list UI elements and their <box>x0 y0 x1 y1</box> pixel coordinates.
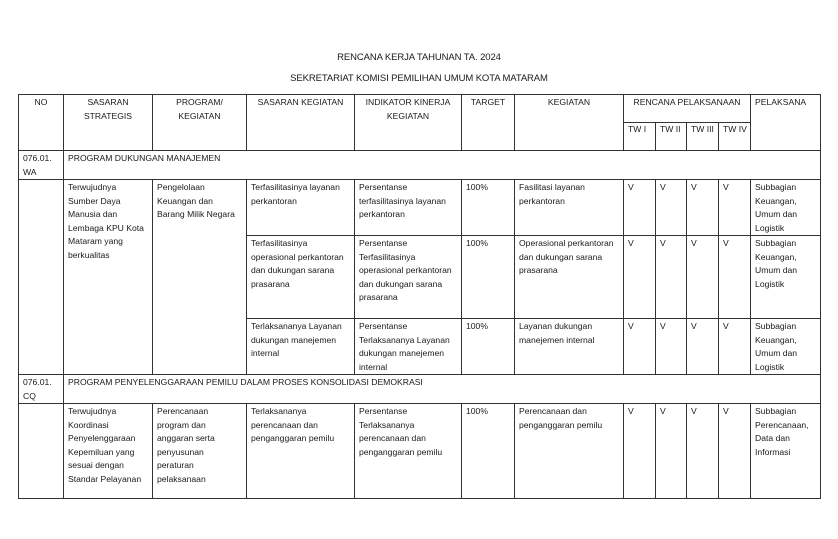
tw3-cell: V <box>687 319 719 375</box>
tw2-cell: V <box>656 404 687 499</box>
header-rencana: RENCANA PELAKSANAAN <box>624 95 751 123</box>
kegiatan-cell: Fasilitasi layanan perkantoran <box>515 180 624 236</box>
tw3-cell: V <box>687 180 719 236</box>
table-row <box>19 180 821 236</box>
tw4-cell: V <box>719 236 751 319</box>
table-row <box>19 404 821 499</box>
header-tw1: TW I <box>624 123 656 151</box>
pelaksana-cell: Subbagian Keuangan, Umum dan Logistik <box>751 180 821 236</box>
tw4-cell: V <box>719 404 751 499</box>
tw1-cell: V <box>624 319 656 375</box>
header-indikator: INDIKATOR KINERJA KEGIATAN <box>355 95 462 151</box>
empty-cell <box>19 180 64 375</box>
header-sasaran-strategis: SASARAN STRATEGIS <box>64 95 153 151</box>
section-number: 076.01. WA <box>19 151 64 180</box>
header-tw3: TW III <box>687 123 719 151</box>
sasaran-kegiatan-cell: Terfasilitasinya operasional perkantoran dan dukungan sarana prasarana <box>247 236 355 319</box>
target-cell: 100% <box>462 180 515 236</box>
tw3-cell: V <box>687 404 719 499</box>
header-target: TARGET <box>462 95 515 151</box>
indikator-cell: Persentanse Terlaksananya Layanan dukungan manejemen internal <box>355 319 462 375</box>
tw2-cell: V <box>656 236 687 319</box>
header-program: PROGRAM/ KEGIATAN <box>153 95 247 151</box>
section-program: PROGRAM PENYELENGGARAAN PEMILU DALAM PROSES KONSOLIDASI DEMOKRASI <box>64 375 821 404</box>
header-kegiatan: KEGIATAN <box>515 95 624 151</box>
target-cell: 100% <box>462 404 515 499</box>
header-pelaksana: PELAKSANA <box>751 95 821 151</box>
tw3-cell: V <box>687 236 719 319</box>
indikator-cell: Persentanse Terfasilitasinya operasional perkantoran dan dukungan sarana prasarana <box>355 236 462 319</box>
section-row <box>19 375 821 404</box>
tw1-cell: V <box>624 180 656 236</box>
pelaksana-cell: Subbagian Keuangan, Umum dan Logistik <box>751 236 821 319</box>
indikator-cell: Persentanse Terlaksananya perencanaan dan penganggaran pemilu <box>355 404 462 499</box>
indikator-cell: Persentanse terfasilitasinya layanan perkantoran <box>355 180 462 236</box>
tw1-cell: V <box>624 404 656 499</box>
kegiatan-cell: Operasional perkantoran dan dukungan sarana prasarana <box>515 236 624 319</box>
tw2-cell: V <box>656 180 687 236</box>
kegiatan-cell: Perencanaan dan penganggaran pemilu <box>515 404 624 499</box>
program-kegiatan-cell: Pengelolaan Keuangan dan Barang Milik Negara <box>153 180 247 375</box>
header-tw2: TW II <box>656 123 687 151</box>
target-cell: 100% <box>462 236 515 319</box>
work-plan-table <box>18 94 821 499</box>
section-program: PROGRAM DUKUNGAN MANAJEMEN <box>64 151 821 180</box>
header-tw4: TW IV <box>719 123 751 151</box>
program-kegiatan-cell: Perencanaan program dan anggaran serta penyusunan peraturan pelaksanaan <box>153 404 247 499</box>
sasaran-strategis-cell: Terwujudnya Sumber Daya Manusia dan Lembaga KPU Kota Mataram yang berkualitas <box>64 180 153 375</box>
sasaran-strategis-cell: Terwujudnya Koordinasi Penyelenggaraan Kepemiluan yang sesuai dengan Standar Pelayanan <box>64 404 153 499</box>
tw4-cell: V <box>719 180 751 236</box>
tw1-cell: V <box>624 236 656 319</box>
tw2-cell: V <box>656 319 687 375</box>
tw4-cell: V <box>719 319 751 375</box>
header-no: NO <box>19 95 64 151</box>
sasaran-kegiatan-cell: Terlaksananya Layanan dukungan manejemen internal <box>247 319 355 375</box>
empty-cell <box>19 404 64 499</box>
sasaran-kegiatan-cell: Terlaksananya perencanaan dan penganggaran pemilu <box>247 404 355 499</box>
kegiatan-cell: Layanan dukungan manejemen internal <box>515 319 624 375</box>
section-number: 076.01. CQ <box>19 375 64 404</box>
target-cell: 100% <box>462 319 515 375</box>
header-sasaran-kegiatan: SASARAN KEGIATAN <box>247 95 355 151</box>
pelaksana-cell: Subbagian Keuangan, Umum dan Logistik <box>751 319 821 375</box>
document-subtitle: SEKRETARIAT KOMISI PEMILIHAN UMUM KOTA MATARAM <box>290 73 548 84</box>
document-title: RENCANA KERJA TAHUNAN TA. 2024 <box>337 52 501 63</box>
section-row <box>19 151 821 180</box>
pelaksana-cell: Subbagian Perencanaan, Data dan Informasi <box>751 404 821 499</box>
sasaran-kegiatan-cell: Terfasilitasinya layanan perkantoran <box>247 180 355 236</box>
